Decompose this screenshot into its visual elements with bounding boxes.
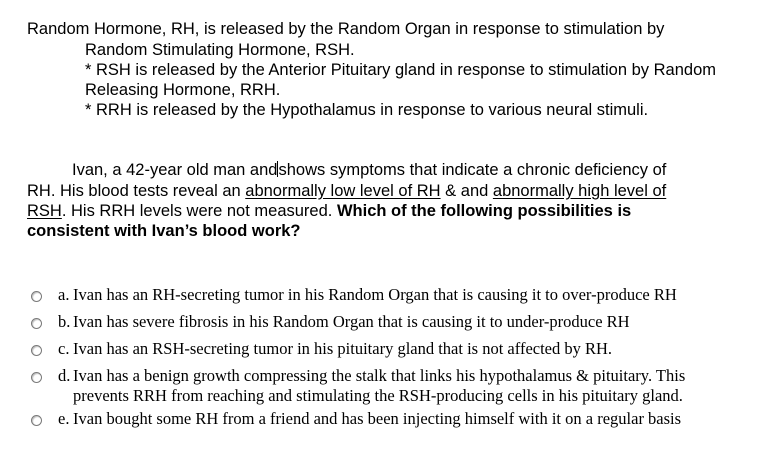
option-b-radio[interactable] [31, 318, 42, 329]
case-text: . His RRH levels were not measured. [61, 202, 337, 220]
case-text: Ivan, a 42-year old man and [72, 161, 278, 179]
option-text: Ivan has an RH-secreting tumor in his Random Organ that is causing it to over-produce RH [73, 285, 677, 304]
option-letter: b. [58, 312, 71, 331]
option-c[interactable] [58, 339, 612, 359]
case-text: RH. His blood tests reveal an [27, 182, 246, 200]
option-letter: a. [58, 285, 70, 304]
option-a-radio[interactable] [31, 291, 42, 302]
option-d-radio[interactable] [31, 372, 42, 383]
option-text-cont: prevents RRH from reaching and stimulating the RSH-producing cells in his pituitary gland. [73, 386, 683, 405]
option-letter: d. [58, 366, 71, 385]
option-letter: e. [58, 409, 70, 428]
option-a[interactable] [58, 285, 677, 305]
option-text: Ivan has severe fibrosis in his Random Organ that is causing it to under-produce RH [73, 312, 630, 331]
underlined-low-rh: abnormally low level of RH [245, 182, 441, 200]
option-text: Ivan has a benign growth compressing the stalk that links his hypothalamus & pituitary. This [73, 366, 686, 385]
underlined-high-rsh: abnormally high level of [492, 182, 667, 200]
option-text: Ivan has an RSH-secreting tumor in his pituitary gland that is not affected by RH. [73, 339, 613, 358]
option-text: Ivan bought some RH from a friend and has been injecting himself with it on a regular basis [73, 409, 682, 428]
case-line-2 [27, 181, 666, 202]
option-e[interactable] [58, 409, 681, 429]
option-b[interactable] [58, 312, 630, 332]
intro-bullet-rrh: * RRH is released by the Hypothalamus in response to various neural stimuli. [85, 101, 649, 119]
option-c-radio[interactable] [31, 345, 42, 356]
option-d[interactable] [58, 366, 685, 406]
intro-line-1: Random Hormone, RH, is released by the Random Organ in response to stimulation by [27, 20, 665, 38]
intro-line-2: Random Stimulating Hormone, RSH. [85, 41, 355, 59]
intro-bullet-rsh: * RSH is released by the Anterior Pituitary gland in response to stimulation by Random [85, 61, 716, 79]
intro-bullet-rsh-cont: Releasing Hormone, RRH. [85, 81, 281, 99]
option-letter: c. [58, 339, 70, 358]
question-text: Which of the following possibilities is [336, 202, 632, 220]
case-line-3 [27, 201, 631, 222]
case-text: shows symptoms that indicate a chronic deficiency of [278, 161, 667, 179]
case-text: & and [440, 182, 493, 200]
question-text-cont: consistent with Ivan’s blood work? [27, 222, 301, 240]
underlined-rsh: RSH [27, 202, 62, 220]
case-line-1 [72, 160, 666, 181]
option-e-radio[interactable] [31, 415, 42, 426]
